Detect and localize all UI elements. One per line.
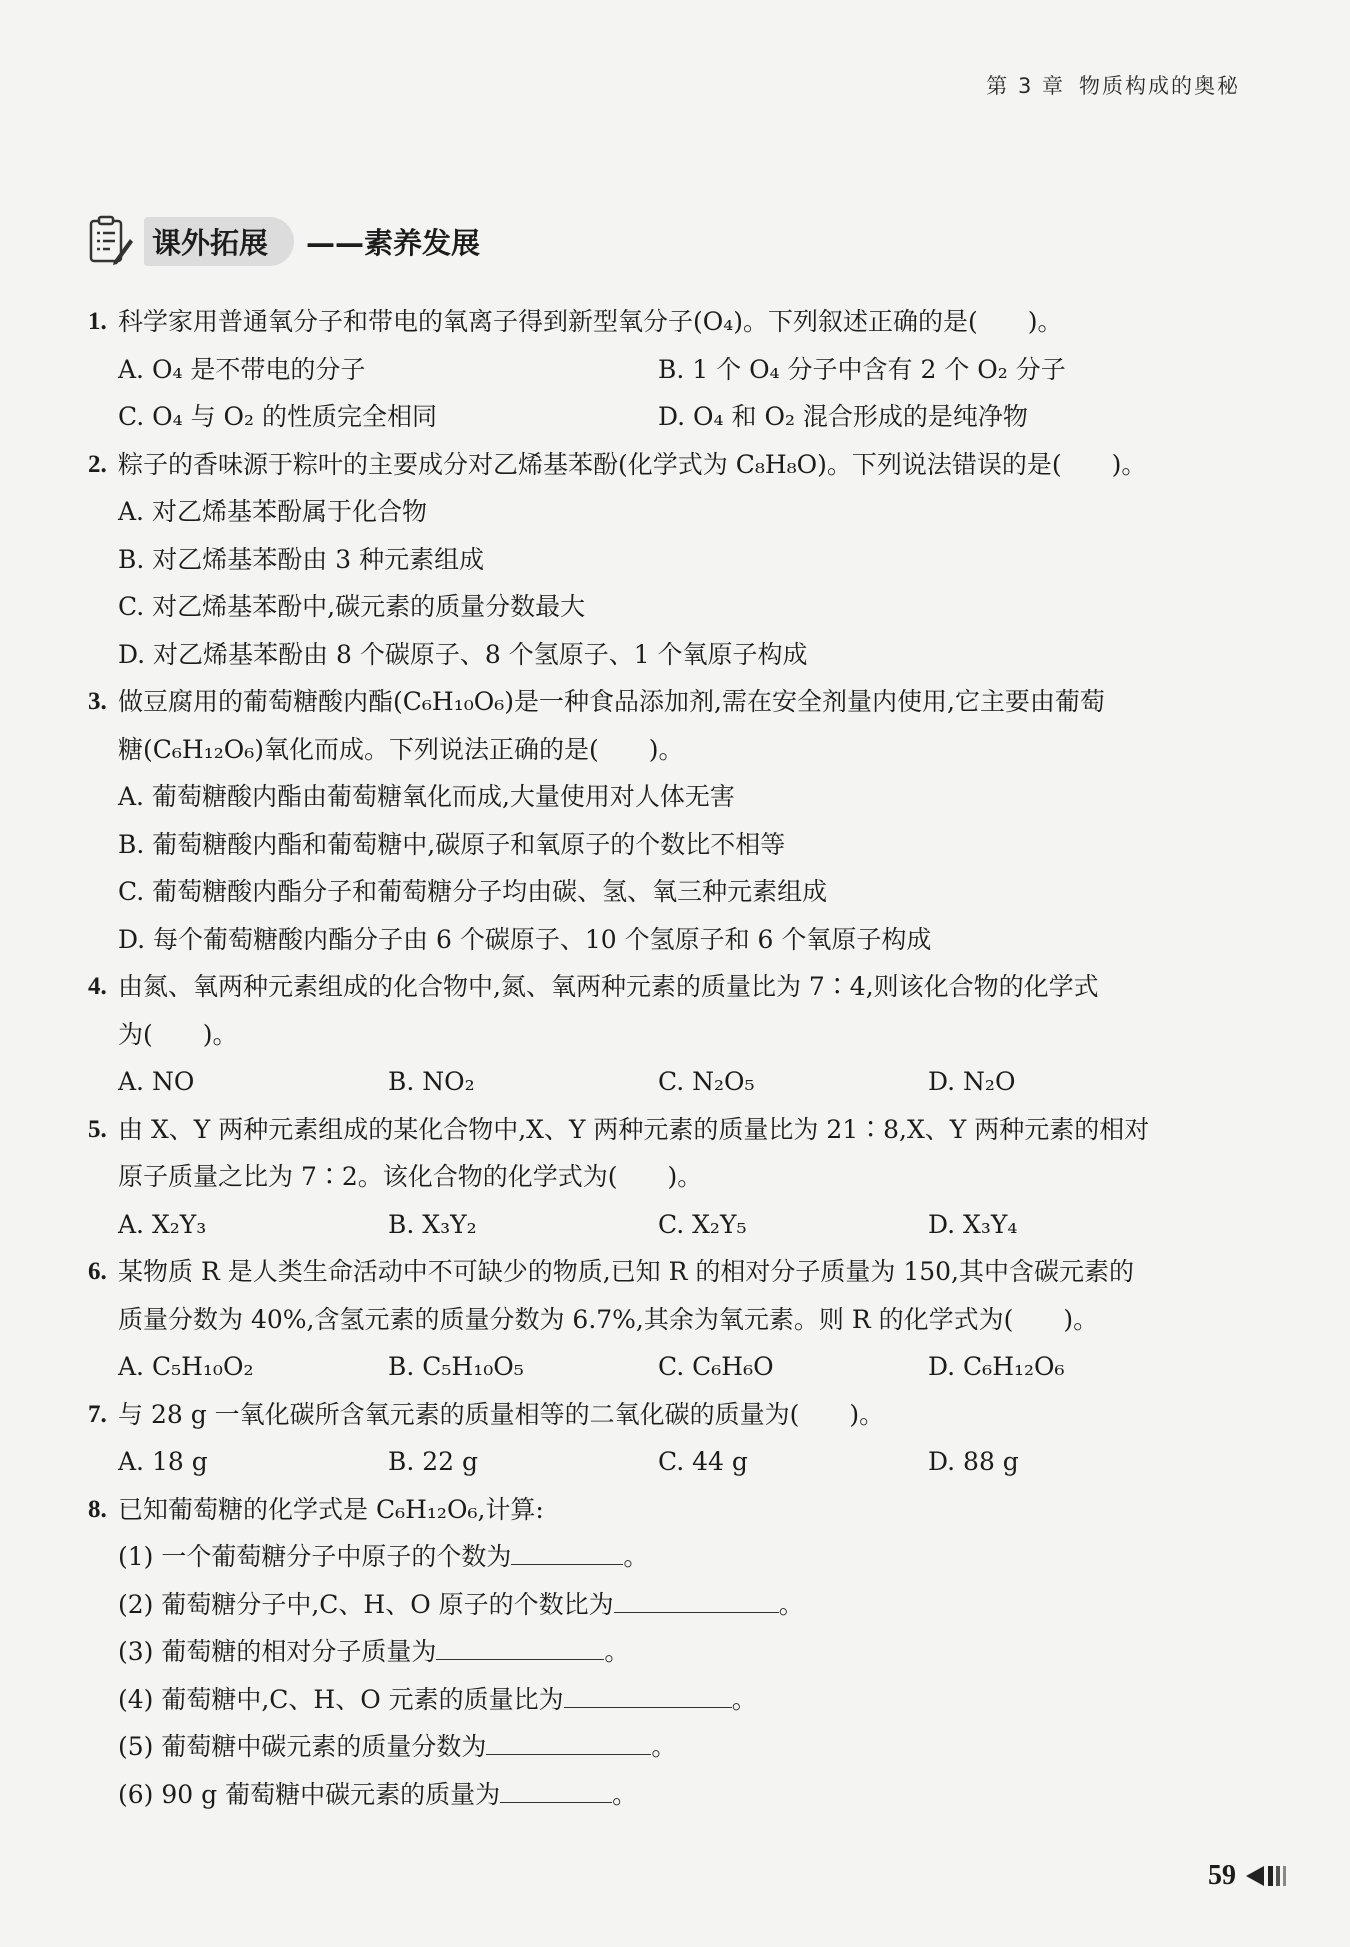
question-text: 科学家用普通氧分子和带电的氧离子得到新型氧分子(O₄)。下列叙述正确的是( )。 — [118, 307, 1063, 336]
section-header — [88, 210, 480, 272]
sub-question-4 — [88, 1676, 1248, 1724]
sub-question-1 — [88, 1533, 1248, 1581]
sub-question-end: 。 — [731, 1684, 757, 1714]
question-list — [88, 298, 1248, 1818]
question-number: 4. — [88, 973, 107, 1000]
sub-question-end: 。 — [651, 1732, 677, 1761]
page-header — [972, 70, 1240, 100]
options-row — [88, 346, 1248, 394]
sub-question-end: 。 — [604, 1637, 630, 1666]
answer-blank[interactable] — [511, 1536, 623, 1565]
options-row — [88, 1058, 1248, 1106]
chapter-label: 第 3 章 — [986, 74, 1065, 98]
question-1 — [88, 298, 1248, 346]
question-text: 已知葡萄糖的化学式是 C₆H₁₂O₆,计算: — [118, 1494, 544, 1524]
option-d: D. C₆H₁₂O₆ — [928, 1352, 1065, 1381]
question-2 — [88, 441, 1248, 489]
question-5 — [88, 1106, 1248, 1201]
option-d: D. O₄ 和 O₂ 混合形成的是纯净物 — [658, 402, 1028, 431]
page-number-text: 59 — [1208, 1860, 1236, 1891]
answer-blank[interactable] — [500, 1774, 612, 1803]
sub-question-text: (4) 葡萄糖中,C、H、O 元素的质量比为 — [118, 1684, 564, 1714]
answer-blank[interactable] — [486, 1726, 651, 1755]
question-text: 粽子的香味源于粽叶的主要成分对乙烯基苯酚(化学式为 C₈H₈O)。下列说法错误的是( )。 — [118, 449, 1147, 479]
option-b: B. X₃Y₂ — [388, 1209, 477, 1239]
section-subtitle: ——素养发展 — [306, 225, 481, 260]
sub-question-text: (6) 90 g 葡萄糖中碳元素的质量为 — [118, 1779, 501, 1809]
options-row — [88, 1201, 1248, 1249]
option-d: D. 每个葡萄糖酸内酯分子由 6 个碳原子、10 个氢原子和 6 个氧原子构成 — [118, 924, 932, 954]
question-number: 5. — [88, 1115, 107, 1143]
question-number: 3. — [88, 688, 107, 715]
page-number — [1208, 1860, 1290, 1892]
option-c: C. 44 g — [658, 1447, 748, 1476]
question-3 — [88, 678, 1248, 773]
question-number: 2. — [88, 450, 107, 478]
page-marker-icon — [1244, 1864, 1290, 1888]
question-6 — [88, 1248, 1248, 1343]
option-d: D. N₂O — [928, 1067, 1016, 1096]
answer-blank[interactable] — [564, 1679, 732, 1708]
sub-question-end: 。 — [778, 1589, 804, 1619]
question-4 — [88, 963, 1248, 1058]
sub-question-3 — [88, 1628, 1248, 1676]
sub-question-end: 。 — [612, 1779, 638, 1809]
question-text-cont: 为( )。 — [118, 1019, 238, 1049]
option-b: B. C₅H₁₀O₅ — [388, 1352, 524, 1381]
notebook-pencil-icon — [88, 215, 134, 267]
options-list — [88, 773, 1248, 963]
answer-blank[interactable] — [436, 1631, 604, 1660]
section-title: 课外拓展 — [144, 217, 294, 266]
sub-question-2 — [88, 1581, 1248, 1629]
option-a: A. 对乙烯基苯酚属于化合物 — [118, 497, 427, 526]
option-d: D. 对乙烯基苯酚由 8 个碳原子、8 个氢原子、1 个氧原子构成 — [118, 639, 808, 669]
option-a: A. NO — [118, 1067, 195, 1096]
question-text-cont: 糖(C₆H₁₂O₆)氧化而成。下列说法正确的是( )。 — [118, 734, 684, 764]
option-c: C. C₆H₆O — [658, 1352, 774, 1381]
question-8 — [88, 1486, 1248, 1534]
option-c: C. O₄ 与 O₂ 的性质完全相同 — [118, 402, 438, 431]
option-d: D. 88 g — [928, 1447, 1019, 1476]
option-c: C. N₂O₅ — [658, 1067, 755, 1096]
question-number: 7. — [88, 1400, 107, 1428]
question-text: 由 X、Y 两种元素组成的某化合物中,X、Y 两种元素的质量比为 21∶8,X、Y 两种元素的相对 — [118, 1114, 1150, 1144]
option-a: A. 葡萄糖酸内酯由葡萄糖氧化而成,大量使用对人体无害 — [118, 782, 735, 811]
options-row — [88, 393, 1248, 441]
sub-question-text: (3) 葡萄糖的相对分子质量为 — [118, 1637, 437, 1666]
option-b: B. 1 个 O₄ 分子中含有 2 个 O₂ 分子 — [658, 354, 1066, 384]
option-a: A. C₅H₁₀O₂ — [118, 1352, 254, 1381]
option-a: A. X₂Y₃ — [118, 1209, 207, 1239]
question-text: 与 28 g 一氧化碳所含氧元素的质量相等的二氧化碳的质量为( )。 — [118, 1399, 885, 1429]
sub-question-text: (2) 葡萄糖分子中,C、H、O 原子的个数比为 — [118, 1589, 614, 1619]
options-row — [88, 1438, 1248, 1486]
option-b: B. 22 g — [388, 1447, 479, 1476]
options-row — [88, 1343, 1248, 1391]
option-b: B. 葡萄糖酸内酯和葡萄糖中,碳原子和氧原子的个数比不相等 — [118, 829, 786, 859]
answer-blank[interactable] — [614, 1584, 779, 1613]
option-c: C. 葡萄糖酸内酯分子和葡萄糖分子均由碳、氢、氧三种元素组成 — [118, 877, 828, 906]
option-a: A. O₄ 是不带电的分子 — [118, 354, 366, 384]
question-number: 8. — [88, 1495, 107, 1523]
question-number: 1. — [88, 308, 107, 335]
option-a: A. 18 g — [118, 1447, 208, 1476]
question-text: 某物质 R 是人类生命活动中不可缺少的物质,已知 R 的相对分子质量为 150,其中含碳元素的 — [118, 1257, 1134, 1286]
sub-question-6 — [88, 1771, 1248, 1819]
question-text-cont: 原子质量之比为 7∶2。该化合物的化学式为( )。 — [118, 1162, 703, 1191]
sub-question-end: 。 — [623, 1542, 649, 1571]
question-text-cont: 质量分数为 40%,含氢元素的质量分数为 6.7%,其余为氧元素。则 R 的化学式为( )。 — [118, 1304, 1099, 1334]
chapter-title: 物质构成的奥秘 — [1079, 74, 1240, 98]
option-d: D. X₃Y₄ — [928, 1209, 1018, 1239]
options-list — [88, 488, 1248, 678]
sub-question-text: (1) 一个葡萄糖分子中原子的个数为 — [118, 1542, 512, 1571]
question-text: 由氮、氧两种元素组成的化合物中,氮、氧两种元素的质量比为 7∶4,则该化合物的化学式 — [118, 972, 1099, 1001]
option-c: C. 对乙烯基苯酚中,碳元素的质量分数最大 — [118, 592, 586, 621]
option-c: C. X₂Y₅ — [658, 1209, 747, 1239]
question-7 — [88, 1391, 1248, 1439]
question-number: 6. — [88, 1258, 107, 1285]
question-text: 做豆腐用的葡萄糖酸内酯(C₆H₁₀O₆)是一种食品添加剂,需在安全剂量内使用,它主要由葡萄 — [118, 687, 1105, 716]
sub-question-5 — [88, 1723, 1248, 1771]
sub-question-text: (5) 葡萄糖中碳元素的质量分数为 — [118, 1732, 487, 1761]
option-b: B. 对乙烯基苯酚由 3 种元素组成 — [118, 544, 485, 574]
option-b: B. NO₂ — [388, 1067, 475, 1096]
